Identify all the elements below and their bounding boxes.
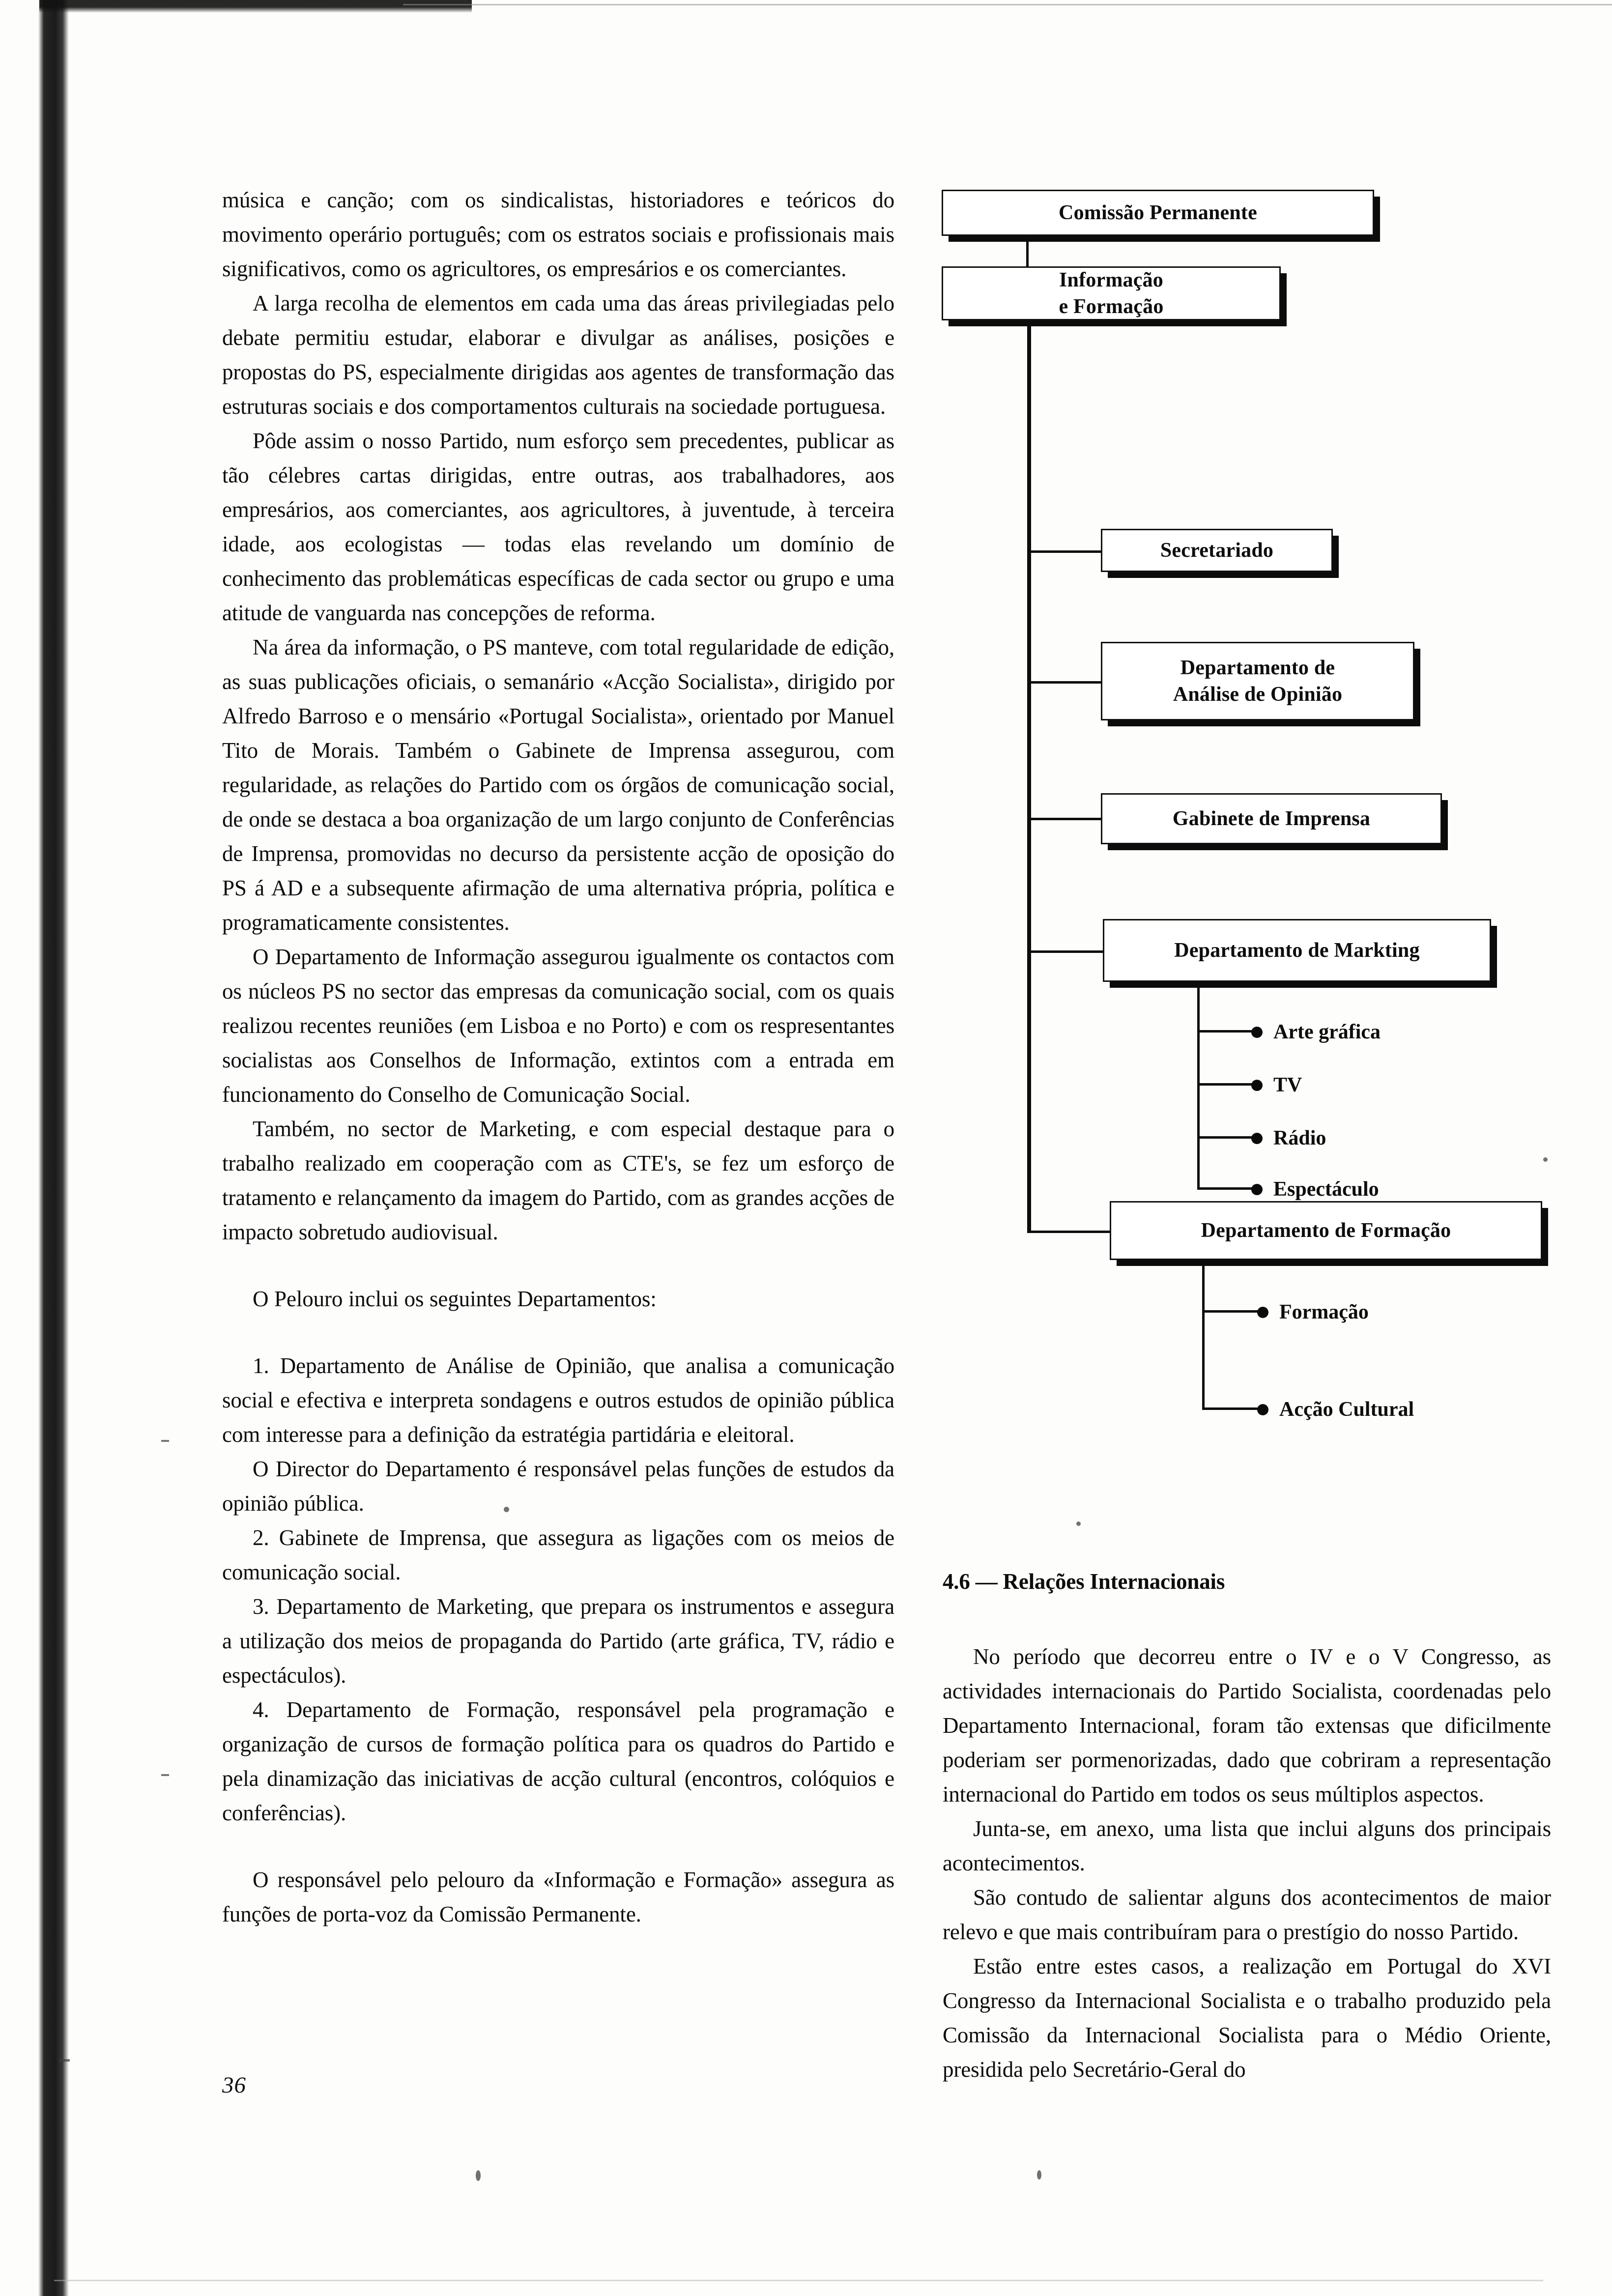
scan-gutter-shadow bbox=[38, 0, 69, 2296]
body-paragraph: O Departamento de Informação assegurou igualmente os contactos com os núcleos PS no sector das empresas da comunicação social, com os quais realizou recentes reuniões (em Lisboa e no Porto) e com os respresentantes socialistas aos Conselhos de Informação, extintos com a entrada em funcionamento do Conselho de Comunicação Social. bbox=[222, 945, 894, 1107]
chart-node-label-line1: Departamento de bbox=[1180, 657, 1335, 679]
departments-intro: O Pelouro inclui os seguintes Departamentos: bbox=[253, 1287, 657, 1311]
scan-bottom-edge-line bbox=[54, 2280, 1543, 2281]
department-item: 4. Departamento de Formação, responsável pela programação e organização de cursos de formação política para os quadros do Partido e pela dinamização das iniciativas de acção cultural (encontros, colóquios e conferências). bbox=[222, 1697, 894, 1825]
chart-node-label: Departamento de Markting bbox=[1174, 939, 1420, 962]
chart-node-label: Departamento de Formação bbox=[1201, 1219, 1451, 1242]
chart-node-analise-de-opiniao bbox=[1101, 642, 1414, 720]
connector-formacao-spine bbox=[1202, 1260, 1205, 1407]
chart-leaf-label: Arte gráfica bbox=[1273, 1021, 1381, 1043]
department-item: 2. Gabinete de Imprensa, que assegura as ligações com os meios de comunicação social. bbox=[222, 1525, 894, 1584]
chart-leaf-label: TV bbox=[1273, 1074, 1302, 1096]
chart-leaf-tv bbox=[1251, 1073, 1302, 1097]
chart-leaf-espectaculo bbox=[1251, 1177, 1379, 1201]
chart-node-label-line2: e Formação bbox=[1059, 295, 1164, 318]
section-heading: 4.6 — Relações Internacionais bbox=[943, 1569, 1225, 1594]
bullet-dot-icon bbox=[1251, 1027, 1263, 1038]
department-item: O Director do Departamento é responsável pelas funções de estudos da opinião pública. bbox=[222, 1457, 894, 1516]
chart-node-secretariado bbox=[1101, 529, 1333, 572]
connector-branch-imprensa bbox=[1027, 818, 1102, 820]
body-paragraph: Também, no sector de Marketing, e com especial destaque para o trabalho realizado em cooperação com as CTE's, se fez um esforço de tratamento e relançamento da imagem do Partido, com as grandes acções de impacto sobretudo audiovisual. bbox=[222, 1117, 894, 1244]
chart-leaf-label: Rádio bbox=[1273, 1127, 1326, 1149]
scan-tick bbox=[59, 2059, 70, 2062]
scan-tick bbox=[161, 1440, 169, 1442]
right-text-column bbox=[943, 1567, 1551, 2087]
closing-paragraph: O responsável pelo pelouro da «Informação e Formação» assegura as funções de porta-voz da Comissão Permanente. bbox=[222, 1867, 894, 1926]
connector-leaf-tv bbox=[1197, 1083, 1257, 1086]
chart-node-departamento-de-markting bbox=[1103, 919, 1491, 982]
chart-leaf-label: Espectáculo bbox=[1273, 1178, 1379, 1201]
organizational-chart bbox=[934, 185, 1563, 1541]
scan-top-edge-line bbox=[403, 4, 1612, 5]
chart-leaf-label: Formação bbox=[1279, 1301, 1369, 1323]
body-paragraph: Estão entre estes casos, a realização em Portugal do XVI Congresso da Internacional Socialista e o trabalho produzido pela Comissão da Internacional Socialista para o Médio Oriente, presidida pelo Secretário-Geral do bbox=[943, 1954, 1551, 2082]
chart-node-gabinete-de-imprensa bbox=[1101, 793, 1442, 844]
chart-node-informacao-e-formacao bbox=[942, 266, 1281, 320]
body-paragraph: música e canção; com os sindicalistas, historiadores e teóricos do movimento operário português; com os estratos sociais e profissionais mais significativos, como os agricultores, os empresários e os comerciantes. bbox=[222, 188, 894, 281]
bullet-dot-icon bbox=[1251, 1133, 1263, 1144]
body-paragraph: A larga recolha de elementos em cada uma das áreas privilegiadas pelo debate permitiu estudar, elaborar e divulgar as análises, posições e propostas do PS, especialmente dirigidas aos agentes de transformação das estruturas sociais e dos comportamentos culturais na sociedade portuguesa. bbox=[222, 291, 894, 419]
chart-node-label: Gabinete de Imprensa bbox=[1172, 807, 1371, 830]
scan-speck bbox=[476, 2170, 481, 2181]
body-paragraph: Pôde assim o nosso Partido, num esforço sem precedentes, publicar as tão célebres cartas dirigidas, entre outras, aos trabalhadores, aos empresários, aos comerciantes, aos agricultores, à juventude, à terceira idade, aos ecologistas — todas elas revelando um domínio de conhecimento das problemáticas específicas de cada sector ou grupo e uma atitude de vanguarda nas concepções de reforma. bbox=[222, 429, 894, 625]
chart-leaf-radio bbox=[1251, 1126, 1326, 1150]
chart-node-label: Secretariado bbox=[1160, 539, 1274, 562]
chart-node-label-line1: Informação bbox=[1059, 269, 1163, 291]
bullet-dot-icon bbox=[1251, 1184, 1263, 1195]
connector-leaf-formacao bbox=[1202, 1310, 1263, 1313]
scan-speck bbox=[1037, 2170, 1041, 2180]
connector-main-spine bbox=[1027, 320, 1031, 1233]
connector-leaf-espectaculo bbox=[1197, 1187, 1257, 1190]
bullet-dot-icon bbox=[1251, 1080, 1263, 1091]
chart-leaf-arte-grafica bbox=[1251, 1020, 1381, 1044]
connector-branch-marketing bbox=[1027, 950, 1104, 953]
connector-branch-analise bbox=[1027, 681, 1102, 684]
connector-branch-secretariado bbox=[1027, 550, 1102, 553]
connector-branch-formacao bbox=[1027, 1231, 1112, 1233]
chart-leaf-accao-cultural bbox=[1257, 1398, 1414, 1421]
left-text-column bbox=[222, 183, 894, 1931]
scan-top-smudge bbox=[39, 0, 472, 13]
connector-leaf-radio bbox=[1197, 1136, 1257, 1139]
body-paragraph: Na área da informação, o PS manteve, com total regularidade de edição, as suas publicações oficiais, o semanário «Acção Socialista», dirigido por Alfredo Barroso e o mensário «Portugal Socialista», orientado por Manuel Tito de Morais. Também o Gabinete de Imprensa assegurou, com regularidade, as relações do Partido com os órgãos de comunicação social, de onde se destaca a boa organização de um largo conjunto de Conferências de Imprensa, promovidas no decurso da persistente acção de oposição do PS á AD e a subsequente afirmação de uma alternativa própria, política e programaticamente consistentes. bbox=[222, 635, 894, 935]
chart-node-label: Comissão Permanente bbox=[1059, 201, 1257, 224]
connector-leaf-accao-cultural bbox=[1202, 1407, 1263, 1410]
chart-node-comissao-permanente bbox=[942, 190, 1374, 236]
chart-leaf-formacao bbox=[1257, 1300, 1369, 1324]
department-item: 1. Departamento de Análise de Opinião, que analisa a comunicação social e efectiva e interpreta sondagens e outros estudos de opinião pública com interesse para a definição da estratégia partidária e eleitoral. bbox=[222, 1353, 894, 1447]
connector-leaf-arte-grafica bbox=[1197, 1030, 1257, 1033]
bullet-dot-icon bbox=[1257, 1404, 1268, 1415]
bullet-dot-icon bbox=[1257, 1307, 1268, 1318]
body-paragraph: No período que decorreu entre o IV e o V Congresso, as actividades internacionais do Partido Socialista, coordenadas pelo Departamento Internacional, foram tão extensas que dificilmente poderiam ser pormenorizadas, dado que cobriram a representação internacional do Partido em todos os seus múltiplos aspectos. bbox=[943, 1644, 1551, 1807]
page-number: 36 bbox=[222, 2072, 246, 2098]
body-paragraph: Junta-se, em anexo, uma lista que inclui alguns dos principais acontecimentos. bbox=[943, 1816, 1551, 1875]
chart-node-label-line2: Análise de Opinião bbox=[1173, 683, 1343, 706]
department-item: 3. Departamento de Marketing, que prepara os instrumentos e assegura a utilização dos meios de propaganda do Partido (arte gráfica, TV, rádio e espectáculos). bbox=[222, 1594, 894, 1688]
chart-node-departamento-de-formacao bbox=[1110, 1201, 1542, 1260]
scan-tick bbox=[161, 1774, 169, 1776]
chart-leaf-label: Acção Cultural bbox=[1279, 1398, 1414, 1421]
body-paragraph: São contudo de salientar alguns dos acontecimentos de maior relevo e que mais contribuíram para o prestígio do nosso Partido. bbox=[943, 1885, 1551, 1944]
